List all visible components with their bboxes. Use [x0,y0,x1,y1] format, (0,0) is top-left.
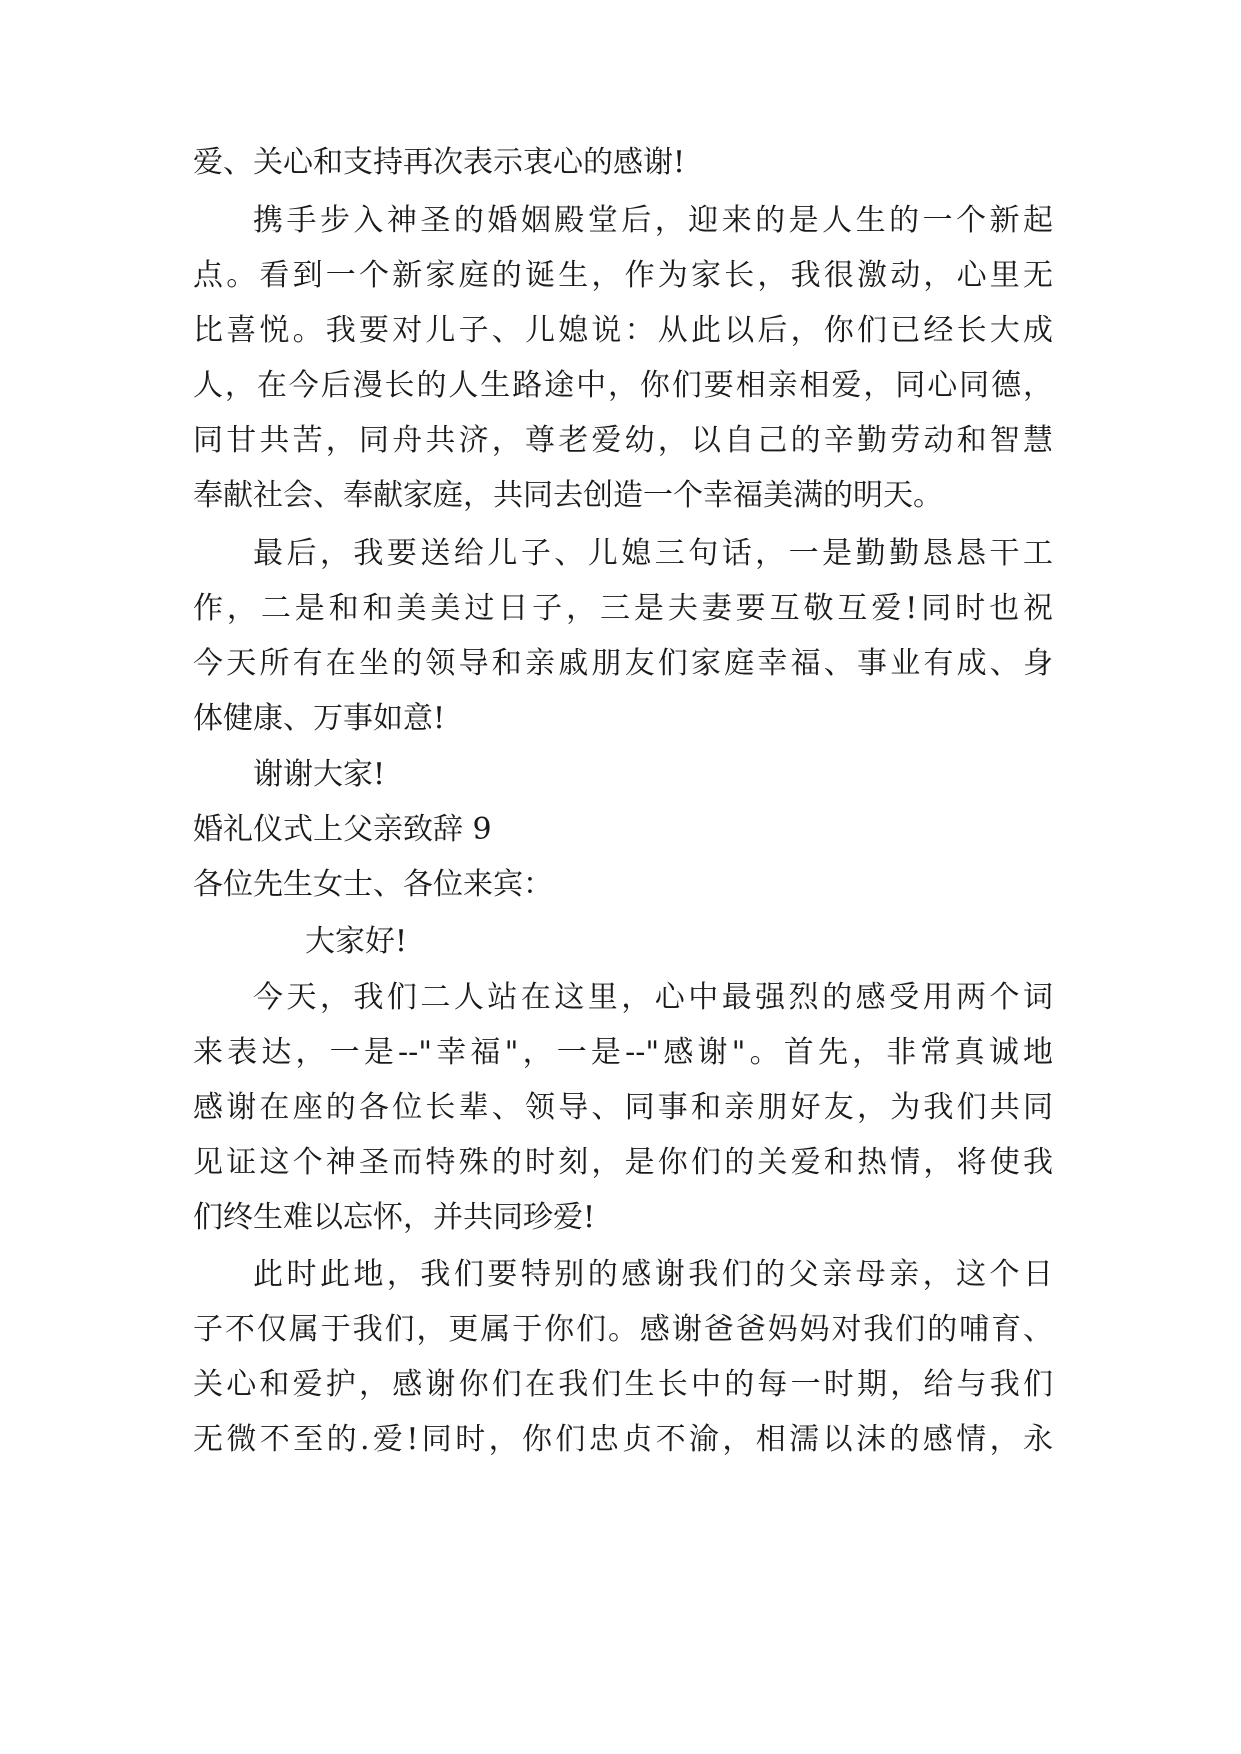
text-line: 来表达，一是--"幸福"，一是--"感谢"。首先，非常真诚地 [193,1035,1053,1070]
text-line: 们终生难以忘怀，并共同珍爱! [193,1200,596,1235]
text-line: 同甘共苦，同舟共济，尊老爱幼，以自己的辛勤劳动和智慧 [193,423,1053,458]
text-line: 奉献社会、奉献家庭，共同去创造一个幸福美满的明天。 [193,478,943,513]
text-line: 无微不至的.爱!同时，你们忠贞不渝，相濡以沫的感情，永 [193,1422,1053,1457]
text-line: 子不仅属于我们，更属于你们。感谢爸爸妈妈对我们的哺育、 [193,1312,1053,1347]
paragraph-start-line: 携手步入神圣的婚姻殿堂后，迎来的是人生的一个新起 [253,203,1053,238]
text-line: 人，在今后漫长的人生路途中，你们要相亲相爱，同心同德， [193,368,1053,403]
paragraph-start-line: 今天，我们二人站在这里，心中最强烈的感受用两个词 [253,980,1053,1015]
text-line: 体健康、万事如意! [193,701,446,736]
closing-thanks: 谢谢大家! [253,757,386,792]
paragraph-start-line: 此时此地，我们要特别的感谢我们的父亲母亲，这个日 [253,1257,1053,1292]
text-line: 见证这个神圣而特殊的时刻，是你们的关爱和热情，将使我 [193,1145,1053,1180]
greeting: 大家好! [305,924,408,959]
text-line: 点。看到一个新家庭的诞生，作为家长，我很激动，心里无 [193,258,1053,293]
text-line: 感谢在座的各位长辈、领导、同事和亲朋好友，为我们共同 [193,1090,1053,1125]
text-line: 作，二是和和美美过日子，三是夫妻要互敬互爱!同时也祝 [193,591,1053,626]
text-line: 关心和爱护，感谢你们在我们生长中的每一时期，给与我们 [193,1367,1053,1402]
text-line: 爱、关心和支持再次表示衷心的感谢! [193,145,686,180]
salutation: 各位先生女士、各位来宾： [193,867,553,902]
section-title: 婚礼仪式上父亲致辞 9 [193,812,492,847]
text-line: 今天所有在坐的领导和亲戚朋友们家庭幸福、事业有成、身 [193,646,1053,681]
paragraph-start-line: 最后，我要送给儿子、儿媳三句话，一是勤勤恳恳干工 [253,536,1053,571]
text-line: 比喜悦。我要对儿子、儿媳说：从此以后，你们已经长大成 [193,313,1053,348]
